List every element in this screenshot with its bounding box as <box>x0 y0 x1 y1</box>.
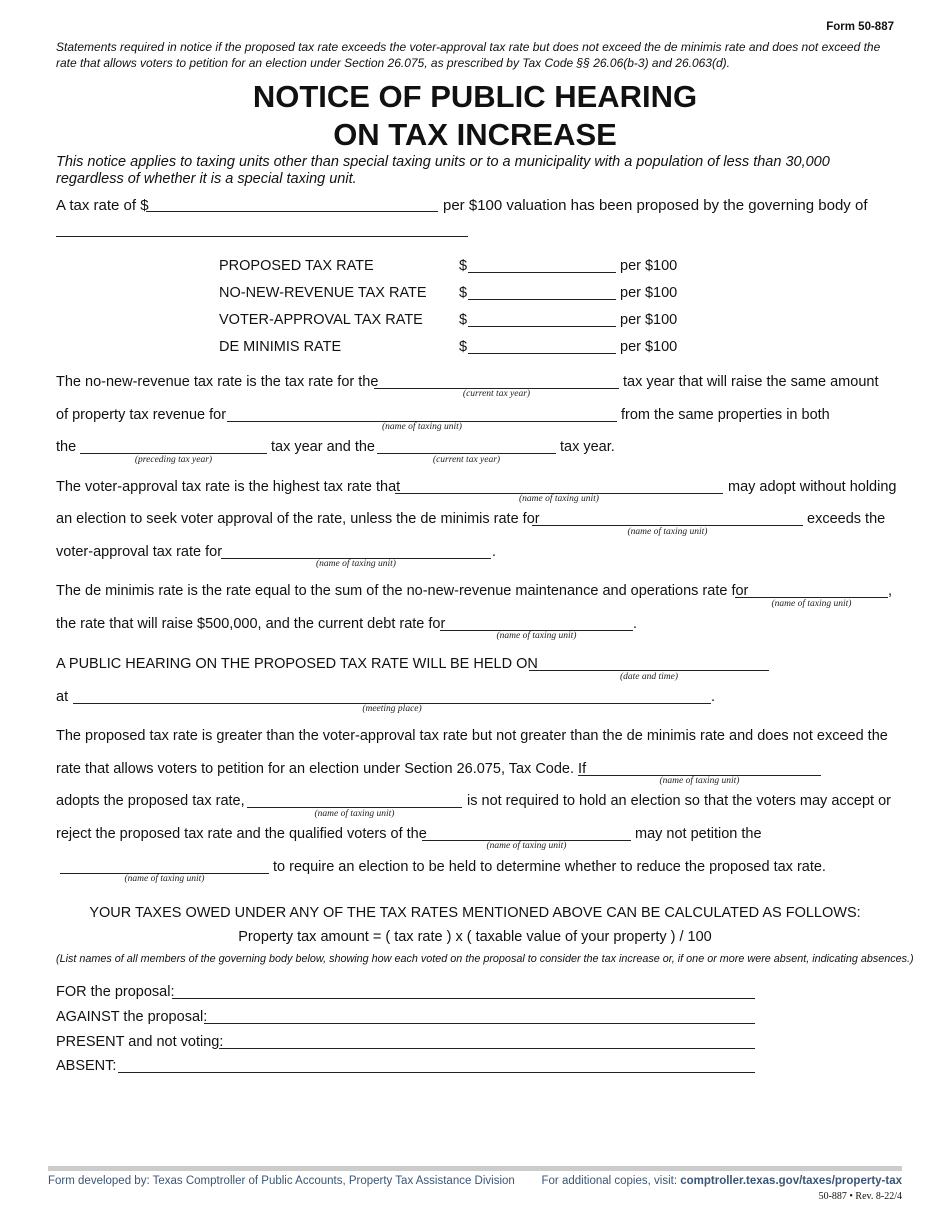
vote-against-label: AGAINST the proposal: <box>56 1009 208 1025</box>
dm-text: The de minimis rate is the rate equal to the sum of the no-new-revenue maintenance and operations rate for <box>56 583 749 599</box>
intro-rate-field[interactable] <box>146 211 438 212</box>
hearing-date-field[interactable] <box>529 670 769 671</box>
title-line-1: NOTICE OF PUBLIC HEARING <box>252 79 698 114</box>
va-text: may adopt without holding <box>728 479 897 495</box>
nnr-text: The no-new-revenue tax rate is the tax rate for the <box>56 374 379 390</box>
footer-copies <box>542 1175 902 1187</box>
dm-mo-unit-field[interactable] <box>735 597 888 598</box>
list-note: (List names of all members of the governing body below, showing how each voted on the proposal to consider the tax increase or, if one or more were absent, indicating absences.) <box>56 953 914 965</box>
caption: (name of taxing unit) <box>124 874 205 884</box>
proposed-text: may not petition the <box>635 826 762 842</box>
dollar-sign: $ <box>459 339 468 355</box>
dm-text: , <box>888 583 893 599</box>
nnr-text: from the same properties in both <box>621 407 830 423</box>
nnr-text: of property tax revenue for <box>56 407 227 423</box>
nnr-text: tax year. <box>560 439 615 455</box>
governing-body-field[interactable] <box>56 236 468 237</box>
caption: (current tax year) <box>432 455 501 465</box>
caption: (name of taxing unit) <box>627 527 708 537</box>
de-minimis-rate-field[interactable] <box>468 353 616 354</box>
page-title <box>0 78 950 154</box>
vote-absent-field[interactable] <box>118 1072 755 1073</box>
caption: (name of taxing unit) <box>314 809 395 819</box>
caption: (name of taxing unit) <box>771 599 852 609</box>
proposed-text: reject the proposed tax rate and the qualified voters of the <box>56 826 427 842</box>
va-text: . <box>492 544 497 560</box>
caption: (current tax year) <box>462 389 531 399</box>
caption: (name of taxing unit) <box>519 494 599 504</box>
intro-after-text: per $100 valuation has been proposed by the governing body of <box>443 197 868 214</box>
taxes-heading: YOUR TAXES OWED UNDER ANY OF THE TAX RATES MENTIONED ABOVE CAN BE CALCULATED AS FOLLOWS: <box>89 905 861 921</box>
proposed-text: is not required to hold an election so that the voters may accept or <box>467 793 891 809</box>
form-number: Form 50-887 <box>826 21 894 33</box>
footer-copies-link[interactable]: comptroller.texas.gov/taxes/property-tax <box>680 1175 902 1187</box>
hearing-text: A PUBLIC HEARING ON THE PROPOSED TAX RATE WILL BE HELD ON <box>56 656 538 672</box>
vote-present-label: PRESENT and not voting: <box>56 1034 224 1050</box>
proposed-text: The proposed tax rate is greater than the voter-approval tax rate but not greater than the de minimis rate and does not exceed the <box>56 728 888 744</box>
rate-label: PROPOSED TAX RATE <box>219 258 374 274</box>
dollar-sign: $ <box>459 285 468 301</box>
no-new-revenue-rate-field[interactable] <box>468 299 616 300</box>
nnr-text: tax year and the <box>271 439 375 455</box>
rate-unit: per $100 <box>620 285 678 301</box>
rate-unit: per $100 <box>620 339 678 355</box>
caption: (date and time) <box>619 672 679 682</box>
applies-note: This notice applies to taxing units other than special taxing units or to a municipality with a population of less than 30,000 regardless of whether it is a special taxing unit. <box>56 154 830 187</box>
vote-against-field[interactable] <box>204 1023 755 1024</box>
proposed-text: rate that allows voters to petition for an election under Section 26.075, Tax Code. If <box>56 761 587 777</box>
caption: (preceding tax year) <box>134 455 213 465</box>
hearing-text: . <box>711 689 716 705</box>
footer-developed-by: Form developed by: Texas Comptroller of Public Accounts, Property Tax Assistance Division <box>48 1175 515 1187</box>
rate-label: NO-NEW-REVENUE TAX RATE <box>219 285 427 301</box>
statement-note: Statements required in notice if the proposed tax rate exceeds the voter-approval tax rate but does not exceed the de minimis rate and does not exceed the rate that allows voters to petition for an election under Section 26.075, as prescribed by Tax Code §§ 26.06(b-3) and 26.063(d). <box>56 40 881 70</box>
va-text: exceeds the <box>807 511 886 527</box>
caption: (name of taxing unit) <box>486 841 567 851</box>
hearing-text: at <box>56 689 69 705</box>
rate-label: DE MINIMIS RATE <box>219 339 342 355</box>
rate-unit: per $100 <box>620 258 678 274</box>
intro-before-text: A tax rate of $ <box>56 197 149 214</box>
caption: (name of taxing unit) <box>659 776 740 786</box>
nnr-text: the <box>56 439 77 455</box>
va-text: The voter-approval tax rate is the highest tax rate that <box>56 479 401 495</box>
caption: (name of taxing unit) <box>316 559 396 569</box>
proposed-adopts-unit-field[interactable] <box>247 807 462 808</box>
vote-for-field[interactable] <box>172 998 755 999</box>
footer-revision: 50-887 • Rev. 8-22/4 <box>818 1191 902 1202</box>
footer-divider <box>48 1166 902 1171</box>
footer-copies-text: For additional copies, visit: <box>541 1175 681 1187</box>
title-line-2: ON TAX INCREASE <box>333 117 617 152</box>
va-de-minimis-unit-field[interactable] <box>532 525 803 526</box>
dollar-sign: $ <box>459 312 468 328</box>
rate-label: VOTER-APPROVAL TAX RATE <box>219 312 423 328</box>
nnr-current-year-field-2[interactable] <box>377 453 556 454</box>
voter-approval-rate-field[interactable] <box>468 326 616 327</box>
caption: (meeting place) <box>362 704 422 714</box>
caption: (name of taxing unit) <box>496 631 577 641</box>
nnr-text: tax year that will raise the same amount <box>623 374 879 390</box>
caption: (name of taxing unit) <box>382 422 462 432</box>
vote-absent-label: ABSENT: <box>56 1058 117 1074</box>
dollar-sign: $ <box>459 258 468 274</box>
proposed-rate-field[interactable] <box>468 272 616 273</box>
vote-present-field[interactable] <box>219 1048 755 1049</box>
tax-formula: Property tax amount = ( tax rate ) x ( taxable value of your property ) / 100 <box>238 929 712 945</box>
va-text: voter-approval tax rate for <box>56 544 223 560</box>
rate-unit: per $100 <box>620 312 678 328</box>
nnr-preceding-year-field[interactable] <box>80 453 267 454</box>
dm-text: . <box>633 616 638 632</box>
va-text: an election to seek voter approval of the rate, unless the de minimis rate for <box>56 511 540 527</box>
vote-for-label: FOR the proposal: <box>56 984 175 1000</box>
proposed-text: to require an election to be held to determine whether to reduce the proposed tax rate. <box>273 859 826 875</box>
proposed-text: adopts the proposed tax rate, <box>56 793 245 809</box>
dm-text: the rate that will raise $500,000, and the current debt rate for <box>56 616 446 632</box>
